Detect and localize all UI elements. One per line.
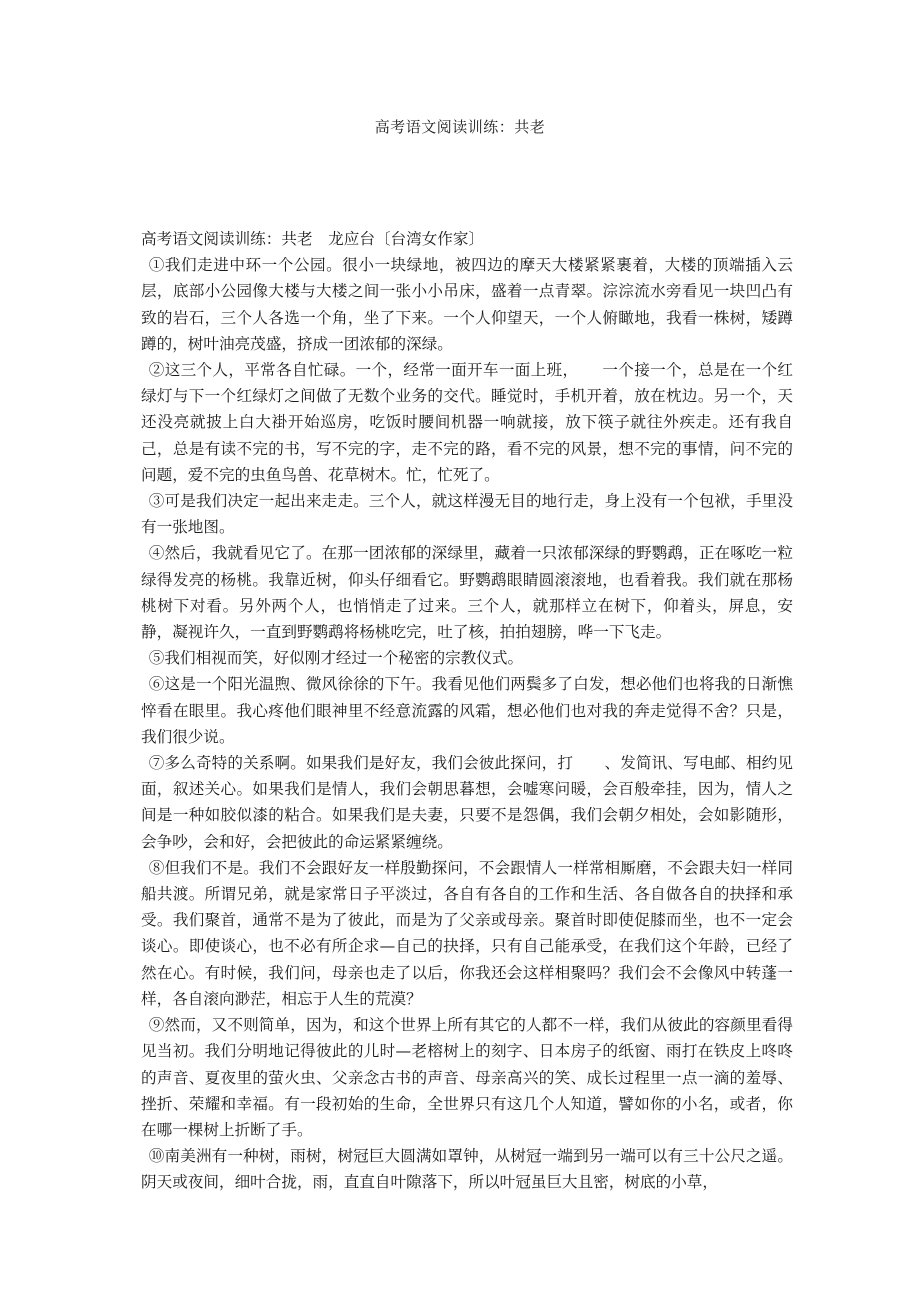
- article-body: [141, 226, 793, 1196]
- paragraph-6: ⑥这是一个阳光温煦、微风徐徐的下午。我看见他们两鬓多了白发，想必他们也将我的日渐憔悴看在眼里。我心疼他们眼神里不经意流露的风霜，想必他们也对我的奔走觉得不舍？只是，我们很少说。: [141, 675, 793, 746]
- paragraph-7: ⑦多么奇特的关系啊。如果我们是好友，我们会彼此探问，打 、发简讯、写电邮、相约见面，叙述关心。如果我们是情人，我们会朝思暮想，会嘘寒问暖，会百般牵挂，因为，情人之间是一种如胶似漆的粘合。如果我们是夫妻，只要不是怨偶，我们会朝夕相处，会如影随形，会争吵，会和好，会把彼此的命运紧紧缠绕。: [141, 754, 793, 851]
- paragraph-9: ⑨然而，又不则简单，因为，和这个世界上所有其它的人都不一样，我们从彼此的容颜里看得见当初。我们分明地记得彼此的儿时—老榕树上的刻字、日本房子的纸窗、雨打在铁皮上咚咚的声音、夏夜里的萤火虫、父亲念古书的声音、母亲高兴的笑、成长过程里一点一滴的羞辱、挫折、荣耀和幸福。有一段初始的生命，全世界只有这几个人知道，譬如你的小名，或者，你在哪一棵树上折断了手。: [141, 1016, 793, 1139]
- paragraph-8: ⑧但我们不是。我们不会跟好友一样殷勤探问，不会跟情人一样常相厮磨，不会跟夫妇一样同船共渡。所谓兄弟，就是家常日子平淡过，各自有各自的工作和生活、各自做各自的抉择和承受。我们聚首，通常不是为了彼此，而是为了父亲或母亲。聚首时即使促膝而坐，也不一定会谈心。即使谈心，也不必有所企求—自己的抉择，只有自己能承受，在我们这个年龄，已经了然在心。有时候，我们问，母亲也走了以后，你我还会这样相聚吗？我们会不会像风中转蓬一样，各自滚向渺茫，相忘于人生的荒漠？: [141, 858, 793, 1008]
- paragraph-2: ②这三个人，平常各自忙碌。一个，经常一面开车一面上班， 一个接一个，总是在一个红绿灯与下一个红绿灯之间做了无数个业务的交代。睡觉时，手机开着，放在枕边。另一个，天还没亮就披上白大褂开始巡房，吃饭时腰间机器一响就接，放下筷子就往外疾走。还有我自己，总是有读不完的书，写不完的字，走不完的路，看不完的风景，想不完的事情，问不完的问题，爱不完的虫鱼鸟兽、花草树木。忙，忙死了。: [141, 361, 793, 484]
- paragraph-3: ③可是我们决定一起出来走走。三个人，就这样漫无目的地行走，身上没有一个包袱，手里没有一张地图。: [141, 492, 793, 537]
- paragraph-5: ⑤我们相视而笑，好似刚才经过一个秘密的宗教仪式。: [148, 649, 524, 668]
- page-title: 高考语文阅读训练：共老: [374, 118, 546, 136]
- paragraph-4: ④然后，我就看见它了。在那一团浓郁的深绿里，藏着一只浓郁深绿的野鹦鹉，正在啄吃一粒绿得发亮的杨桃。我靠近树，仰头仔细看它。野鹦鹉眼睛圆滚滚地，也看着我。我们就在那杨桃树下对看。另外两个人，也悄悄走了过来。三个人，就那样立在树下，仰着头，屏息，安静，凝视许久，一直到野鹦鹉将杨桃吃完，吐了核，拍拍翅膀，哗一下飞走。: [141, 544, 793, 642]
- paragraph-10: ⑩南美洲有一种树，雨树，树冠巨大圆满如罩钟，从树冠一端到另一端可以有三十公尺之遥。阴天或夜间，细叶合拢，雨，直直自叶隙落下，所以叶冠虽巨大且密，树底的小草，: [141, 1147, 793, 1192]
- paragraph-1: ①我们走进中环一个公园。很小一块绿地，被四边的摩天大楼紧紧裹着，大楼的顶端插入云层，底部小公园像大楼与大楼之间一张小小吊床，盛着一点青翠。淙淙流水旁看见一块凹凸有致的岩石，三个人各选一个角，坐了下来。一个人仰望天，一个人俯瞰地，我看一株树，矮蹲蹲的，树叶油亮茂盛，挤成一团浓郁的深绿。: [141, 256, 793, 353]
- article-subtitle: 高考语文阅读训练：共老 龙应台〔台湾女作家〕: [141, 230, 485, 248]
